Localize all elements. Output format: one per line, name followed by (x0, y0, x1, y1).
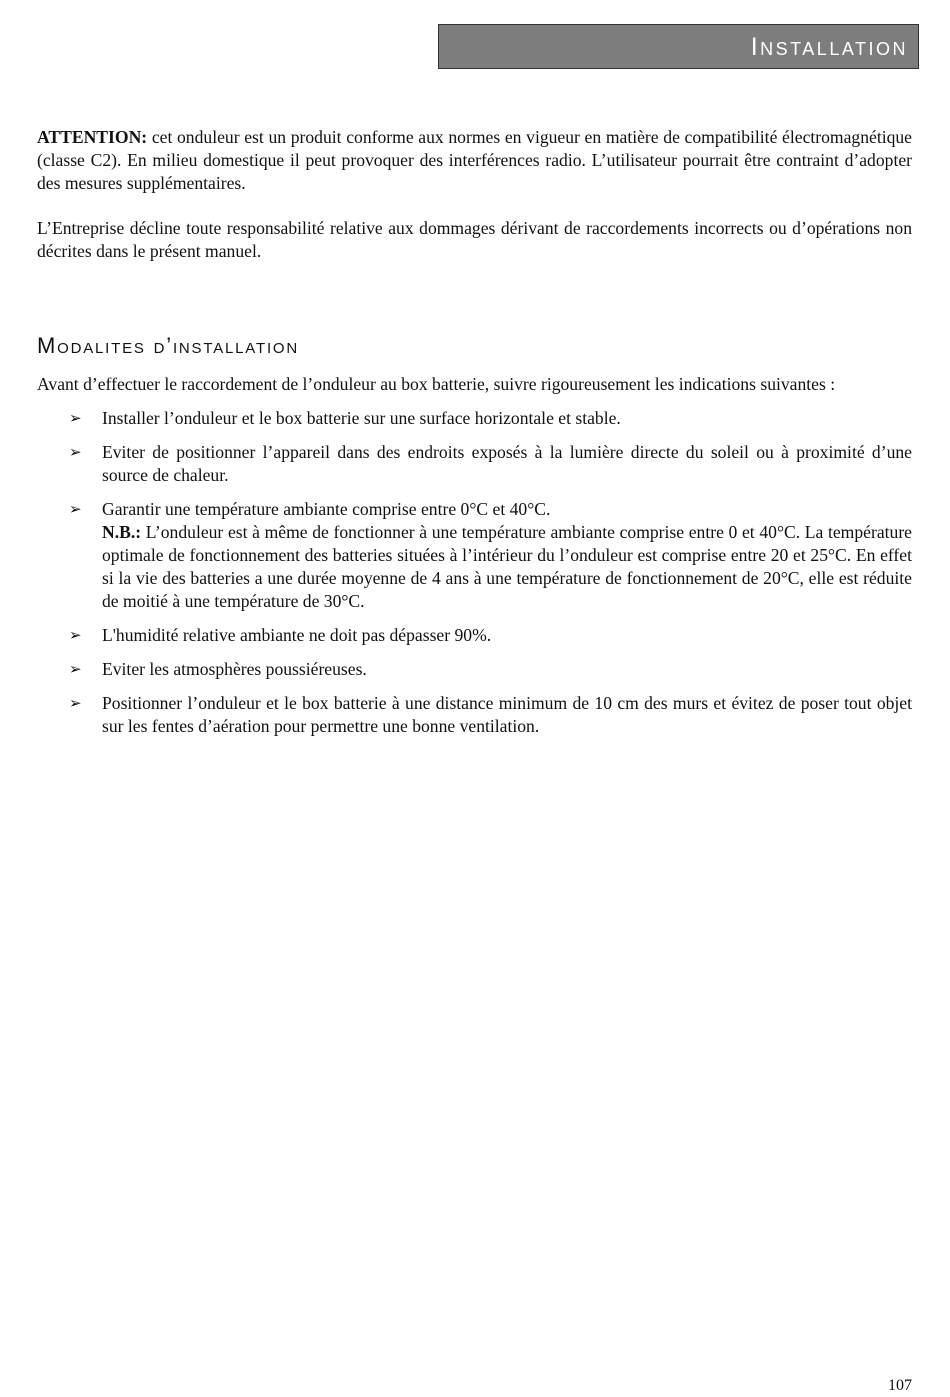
page-number: 107 (888, 1377, 912, 1394)
section-title: Modalites d’installation (37, 333, 300, 358)
note-text: L’onduleur est à même de fonctionner à une température ambiante comprise entre 0 et 40°C. La température optimale de fonctionnement des batteries situées à l’intérieur du l’onduleur est comprise entre 20 et 25°C. En effet si la vie des batteries a une durée moyenne de 4 ans à une température de fonctionnement de 20°C, elle est réduite de moitié à une température de 30°C. (102, 522, 912, 611)
list-item-text: Installer l’onduleur et le box batterie sur une surface horizontale et stable. (102, 408, 621, 428)
list-item (37, 624, 912, 647)
arrow-bullet-icon: ➢ (69, 443, 82, 461)
arrow-bullet-icon: ➢ (69, 694, 82, 712)
warning-paragraph (37, 126, 912, 195)
list-item-text: L'humidité relative ambiante ne doit pas dépasser 90%. (102, 625, 492, 645)
list-item (37, 441, 912, 487)
list-item-text: Eviter de positionner l’appareil dans des endroits exposés à la lumière directe du soleil ou à proximité d’une source de chaleur. (102, 442, 912, 485)
arrow-bullet-icon: ➢ (69, 500, 82, 518)
instruction-list (37, 407, 912, 738)
list-item (37, 658, 912, 681)
list-item (37, 407, 912, 430)
arrow-bullet-icon: ➢ (69, 626, 82, 644)
warning-label: ATTENTION: (37, 127, 148, 147)
disclaimer-paragraph: L’Entreprise décline toute responsabilité relative aux dommages dérivant de raccordements incorrects ou d’opérations non décrites dans le présent manuel. (37, 218, 912, 261)
list-item (37, 692, 912, 738)
warning-text: cet onduleur est un produit conforme aux normes en vigueur en matière de compatibilité électromagnétique (classe C2). En milieu domestique il peut provoquer des interférences radio. L’utilisateur pourrait être contraint d’adopter des mesures supplémentaires. (37, 127, 912, 193)
arrow-bullet-icon: ➢ (69, 660, 82, 678)
note-label: N.B.: (102, 522, 142, 542)
list-item-text: Eviter les atmosphères poussiéreuses. (102, 659, 367, 679)
header-title: Installation (750, 33, 908, 61)
list-item-text: Positionner l’onduleur et le box batterie à une distance minimum de 10 cm des murs et évitez de poser tout objet sur les fentes d’aération pour permettre une bonne ventilation. (102, 693, 912, 736)
header-banner (438, 24, 919, 69)
arrow-bullet-icon: ➢ (69, 409, 82, 427)
section-intro: Avant d’effectuer le raccordement de l’onduleur au box batterie, suivre rigoureusement les indications suivantes : (37, 374, 836, 394)
list-item-text: Garantir une température ambiante comprise entre 0°C et 40°C. (102, 499, 551, 519)
page-content (37, 126, 912, 749)
list-item (37, 498, 912, 613)
